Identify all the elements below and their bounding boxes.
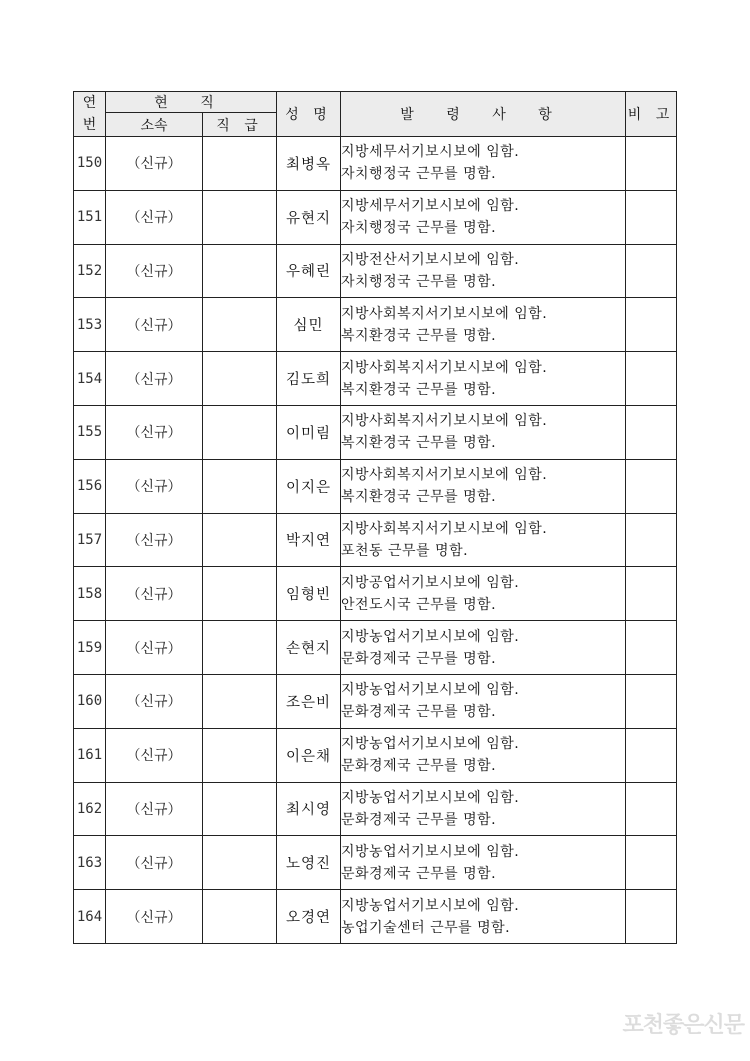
- appointment-line-1: 지방농업서기보시보에 임함.: [341, 843, 520, 860]
- grade: [203, 621, 277, 675]
- appointment-line-2: 복지환경국 근무를 명함.: [341, 327, 497, 344]
- appointment-line-1: 지방농업서기보시보에 임함.: [341, 682, 520, 699]
- appointment-details: [341, 513, 626, 567]
- appointment-details: [341, 674, 626, 728]
- remarks: [626, 244, 677, 298]
- grade: [203, 782, 277, 836]
- header-remarks: 비 고: [626, 92, 677, 137]
- appointment-details: [341, 567, 626, 621]
- newspaper-watermark: 포천좋은신문: [622, 1013, 744, 1038]
- remarks: [626, 567, 677, 621]
- affiliation: （신규）: [106, 621, 203, 675]
- affiliation: （신규）: [106, 674, 203, 728]
- appointment-line-1: 지방전산서기보시보에 임함.: [341, 251, 520, 268]
- appointment-line-2: 복지환경국 근무를 명함.: [341, 435, 497, 452]
- affiliation: （신규）: [106, 190, 203, 244]
- affiliation: （신규）: [106, 244, 203, 298]
- serial-number: 154: [74, 352, 106, 406]
- table-row: [74, 621, 677, 675]
- affiliation: （신규）: [106, 836, 203, 890]
- affiliation: （신규）: [106, 728, 203, 782]
- header-appointment-details: 발 령 사 항: [341, 92, 626, 137]
- header-affiliation: 소속: [106, 113, 203, 137]
- table-row: [74, 459, 677, 513]
- serial-number: 150: [74, 137, 106, 191]
- remarks: [626, 674, 677, 728]
- appointment-details: [341, 298, 626, 352]
- appointment-line-2: 문화경제국 근무를 명함.: [341, 704, 497, 721]
- grade: [203, 137, 277, 191]
- table-row: [74, 405, 677, 459]
- person-name: 이지은: [277, 459, 341, 513]
- remarks: [626, 352, 677, 406]
- affiliation: （신규）: [106, 137, 203, 191]
- affiliation: （신규）: [106, 405, 203, 459]
- serial-number: 162: [74, 782, 106, 836]
- appointment-line-2: 문화경제국 근무를 명함.: [341, 811, 497, 828]
- grade: [203, 190, 277, 244]
- person-name: 최시영: [277, 782, 341, 836]
- person-name: 조은비: [277, 674, 341, 728]
- serial-number: 161: [74, 728, 106, 782]
- appointment-table: [73, 91, 677, 944]
- appointment-line-1: 지방농업서기보시보에 임함.: [341, 897, 520, 914]
- appointment-line-1: 지방농업서기보시보에 임함.: [341, 628, 520, 645]
- appointment-line-1: 지방사회복지서기보시보에 임함.: [341, 359, 548, 376]
- serial-number: 153: [74, 298, 106, 352]
- header-serial-number: [74, 92, 106, 137]
- serial-number: 151: [74, 190, 106, 244]
- appointment-line-2: 복지환경국 근무를 명함.: [341, 381, 497, 398]
- affiliation: （신규）: [106, 459, 203, 513]
- table-row: [74, 298, 677, 352]
- table-row: [74, 513, 677, 567]
- serial-number: 164: [74, 890, 106, 944]
- remarks: [626, 298, 677, 352]
- person-name: 오경연: [277, 890, 341, 944]
- grade: [203, 567, 277, 621]
- remarks: [626, 190, 677, 244]
- serial-number: 156: [74, 459, 106, 513]
- remarks: [626, 890, 677, 944]
- serial-number: 159: [74, 621, 106, 675]
- person-name: 노영진: [277, 836, 341, 890]
- appointment-details: [341, 890, 626, 944]
- remarks: [626, 137, 677, 191]
- appointment-details: [341, 190, 626, 244]
- table-row: [74, 728, 677, 782]
- grade: [203, 674, 277, 728]
- table-row: [74, 836, 677, 890]
- table-row: [74, 674, 677, 728]
- person-name: 최병옥: [277, 137, 341, 191]
- appointment-line-2: 농업기술센터 근무를 명함.: [341, 919, 511, 936]
- appointment-line-2: 포천동 근무를 명함.: [341, 542, 469, 559]
- serial-number: 155: [74, 405, 106, 459]
- appointment-line-1: 지방사회복지서기보시보에 임함.: [341, 520, 548, 537]
- table-row: [74, 137, 677, 191]
- grade: [203, 352, 277, 406]
- grade: [203, 244, 277, 298]
- person-name: 임형빈: [277, 567, 341, 621]
- header-serial-bottom: 번: [82, 117, 97, 133]
- remarks: [626, 782, 677, 836]
- remarks: [626, 513, 677, 567]
- table-header: [74, 92, 677, 137]
- person-name: 이은채: [277, 728, 341, 782]
- appointment-details: [341, 405, 626, 459]
- serial-number: 158: [74, 567, 106, 621]
- appointment-details: [341, 459, 626, 513]
- appointment-line-1: 지방농업서기보시보에 임함.: [341, 789, 520, 806]
- serial-number: 160: [74, 674, 106, 728]
- appointment-line-2: 자치행정국 근무를 명함.: [341, 220, 497, 237]
- remarks: [626, 621, 677, 675]
- table-row: [74, 190, 677, 244]
- appointment-line-2: 복지환경국 근무를 명함.: [341, 489, 497, 506]
- table-row: [74, 567, 677, 621]
- appointment-line-2: 자치행정국 근무를 명함.: [341, 166, 497, 183]
- grade: [203, 836, 277, 890]
- person-name: 박지연: [277, 513, 341, 567]
- table-row: [74, 244, 677, 298]
- appointment-line-2: 문화경제국 근무를 명함.: [341, 650, 497, 667]
- affiliation: （신규）: [106, 890, 203, 944]
- affiliation: （신규）: [106, 567, 203, 621]
- appointment-details: [341, 836, 626, 890]
- person-name: 심민: [277, 298, 341, 352]
- appointment-line-2: 문화경제국 근무를 명함.: [341, 758, 497, 775]
- appointment-line-1: 지방사회복지서기보시보에 임함.: [341, 305, 548, 322]
- table-row: [74, 352, 677, 406]
- person-name: 이미림: [277, 405, 341, 459]
- serial-number: 157: [74, 513, 106, 567]
- header-serial-top: 연: [82, 95, 97, 111]
- grade: [203, 728, 277, 782]
- header-name: 성 명: [277, 92, 341, 137]
- appointment-details: [341, 621, 626, 675]
- header-current-position: 현 직: [106, 92, 277, 113]
- grade: [203, 298, 277, 352]
- appointment-line-1: 지방공업서기보시보에 임함.: [341, 574, 520, 591]
- appointment-details: [341, 137, 626, 191]
- affiliation: （신규）: [106, 513, 203, 567]
- affiliation: （신규）: [106, 298, 203, 352]
- grade: [203, 890, 277, 944]
- remarks: [626, 836, 677, 890]
- person-name: 우혜린: [277, 244, 341, 298]
- appointment-details: [341, 244, 626, 298]
- appointment-line-1: 지방세무서기보시보에 임함.: [341, 198, 520, 215]
- appointment-line-1: 지방농업서기보시보에 임함.: [341, 736, 520, 753]
- serial-number: 163: [74, 836, 106, 890]
- appointment-line-2: 자치행정국 근무를 명함.: [341, 273, 497, 290]
- affiliation: （신규）: [106, 782, 203, 836]
- appointment-details: [341, 728, 626, 782]
- table-row: [74, 782, 677, 836]
- appointment-line-1: 지방세무서기보시보에 임함.: [341, 144, 520, 161]
- appointment-details: [341, 352, 626, 406]
- person-name: 유현지: [277, 190, 341, 244]
- appointment-line-1: 지방사회복지서기보시보에 임함.: [341, 413, 548, 430]
- remarks: [626, 728, 677, 782]
- table-row: [74, 890, 677, 944]
- appointment-details: [341, 782, 626, 836]
- grade: [203, 459, 277, 513]
- remarks: [626, 459, 677, 513]
- header-grade: 직 급: [203, 113, 277, 137]
- remarks: [626, 405, 677, 459]
- affiliation: （신규）: [106, 352, 203, 406]
- appointment-line-1: 지방사회복지서기보시보에 임함.: [341, 467, 548, 484]
- appointment-line-2: 문화경제국 근무를 명함.: [341, 865, 497, 882]
- person-name: 손현지: [277, 621, 341, 675]
- table-body: [74, 137, 677, 944]
- grade: [203, 405, 277, 459]
- grade: [203, 513, 277, 567]
- serial-number: 152: [74, 244, 106, 298]
- person-name: 김도희: [277, 352, 341, 406]
- appointment-line-2: 안전도시국 근무를 명함.: [341, 596, 497, 613]
